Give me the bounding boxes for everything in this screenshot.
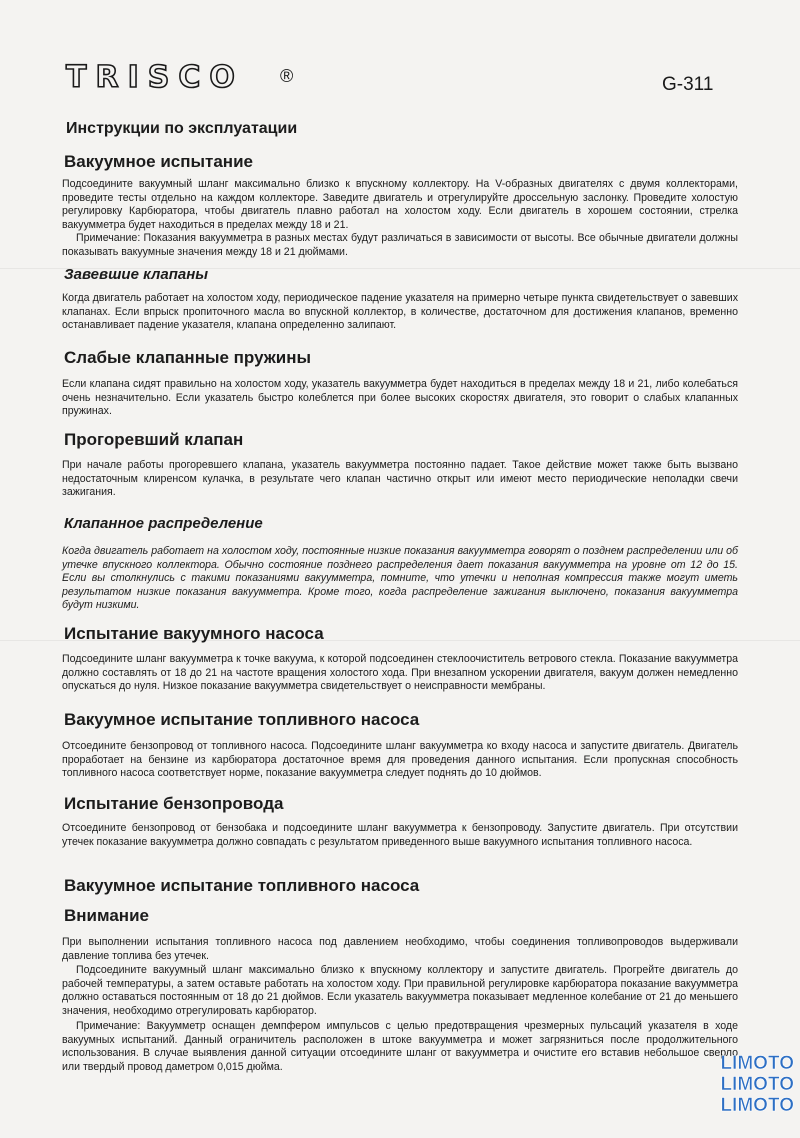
registered-mark: ® [280, 66, 294, 86]
section-paragraph: Подсоедините вакуумный шланг максимально близко к впускному коллектору и запустите двигатель. Прогрейте двигатель до рабочей температуры, а затем оставьте работать на холостом ходу. При правильной регулировке карбюратора показание вакуумметра должно оставаться постоянным от 18 до 21 дюймов. Если указатель вакуумметра показывает медленное колебание от 21 до меньшего значения, необходимо отрегулировать карбюратор. [62, 964, 738, 1017]
section-heading: Вакуумное испытание топливного насоса [64, 876, 420, 895]
section-paragraph: При начале работы прогоревшего клапана, указатель вакуумметра постоянно падает. Такое действие может также быть вызвано недостаточным клиренсом кулачка, в результате чего клапан частично открыт или имеют место периодические неполадки свечи зажигания. [62, 459, 738, 498]
section-paragraph: При выполнении испытания топливного насоса под давлением необходимо, чтобы соединения топливопроводов выдерживали давление топлива без утечек. [62, 936, 738, 962]
section-heading: Завевшие клапаны [64, 266, 209, 283]
brand-logo: TRISCO [66, 60, 244, 95]
section-paragraph: Когда двигатель работает на холостом ходу, периодическое падение указателя на примерно четыре пункта свидетельствует о завевших клапанах. Если впрыск пропиточного масла во впускной коллектор, в количестве, достаточном для достижения клапанов, временно останавливает падение указателя, клапана определенно залипают. [62, 292, 738, 331]
watermark-logo [720, 1053, 794, 1116]
watermark-line: LIMOTO [720, 1074, 794, 1095]
section-paragraph: Если клапана сидят правильно на холостом ходу, указатель вакуумметра будет находиться в пределах между 18 и 21, либо колебаться очень незначительно. Если указатель быстро колеблется при более высоких скоростях двигателя, это говорит о слабых клапанных пружинах. [62, 378, 738, 417]
section-paragraph: Подсоедините шланг вакуумметра к точке вакуума, к которой подсоединен стеклоочиститель ветрового стекла. Показание вакуумметра должно составлять от 18 до 21 на частоте вращения холостого хода. При внезапном ускорении двигателя, вакуум должен немедленно опускаться до нуля. Низкое показание вакуумметра свидетельствует о неисправности мембраны. [62, 653, 738, 692]
section-paragraph: Подсоедините вакуумный шланг максимально близко к впускному коллектору. На V-образных двигателях с двумя коллекторами, проведите тесты отдельно на каждом коллекторе. Заведите двигатель и отрегулируйте дроссельную заслонку. Проведите холостую регулировку Карбюратора, чтобы двигатель плавно работал на холостом ходу. Если двигатель в хорошем состоянии, стрелка вакуумметра будет находиться в пределах между 18 и 21. [62, 178, 738, 231]
section-heading: Прогоревший клапан [64, 430, 244, 449]
section-paragraph: Отсоедините бензопровод от бензобака и подсоедините шланг вакуумметра к бензопроводу. Запустите двигатель. При отсутствии утечек показание вакуумметра должно совпадать с результатом приведенного выше вакуумного испытания топливного насоса. [62, 822, 738, 848]
section-note: Примечание: Показания вакуумметра в разных местах будут различаться в зависимости от высоты. Все обычные двигатели должны показывать вакуумные значения между 18 и 21 дюймами. [62, 232, 738, 258]
section-heading: Вакуумное испытание топливного насоса [64, 710, 420, 729]
model-code: G-311 [662, 74, 714, 95]
section-note: Примечание: Вакуумметр оснащен демпфером импульсов с целью предотвращения чрезмерных пульсаций указателя в ходе вакуумных испытаний. Данный ограничитель расположен в штоке вакуумметра и может загрязниться после продолжительного использования. В случае выявления данной ситуации отсоедините шланг от вакуумметра и очистите его вставив небольшое сверло или твердый провод даметром 0,015 дюйма. [62, 1020, 738, 1073]
section-heading: Клапанное распределение [64, 515, 263, 532]
watermark-line: LIMOTO [720, 1053, 794, 1074]
section-paragraph: Отсоедините бензопровод от топливного насоса. Подсоедините шланг вакуумметра ко входу насоса и запустите двигатель. Двигатель проработает на бензине из карбюратора достаточное время для проведения данного испытания. Если пропускная способность топливного насоса соответствует норме, показание вакуумметра следует поднять до 10 дюймов. [62, 740, 738, 779]
section-heading: Внимание [64, 906, 149, 925]
section-paragraph: Когда двигатель работает на холостом ходу, постоянные низкие показания вакуумметра говорят о позднем распределении или об утечке впускного коллектора. Обычно состояние позднего распределения дает показания вакуумметра на уровне от 12 до 15. Если вы столкнулись с такими показаниями вакуумметра, помните, что утечки и неполная компрессия также могут иметь результатом низкие показания вакуумметра. Кроме того, когда распределение зажигания выключено, показания вакуумметра будут низкими. [62, 545, 738, 611]
section-heading: Вакуумное испытание [64, 152, 253, 171]
section-heading: Слабые клапанные пружины [64, 348, 312, 367]
section-heading: Испытание вакуумного насоса [64, 624, 324, 643]
document-title: Инструкции по эксплуатации [66, 120, 298, 137]
watermark-line: LIMOTO [720, 1095, 794, 1116]
section-heading: Испытание бензопровода [64, 794, 284, 813]
